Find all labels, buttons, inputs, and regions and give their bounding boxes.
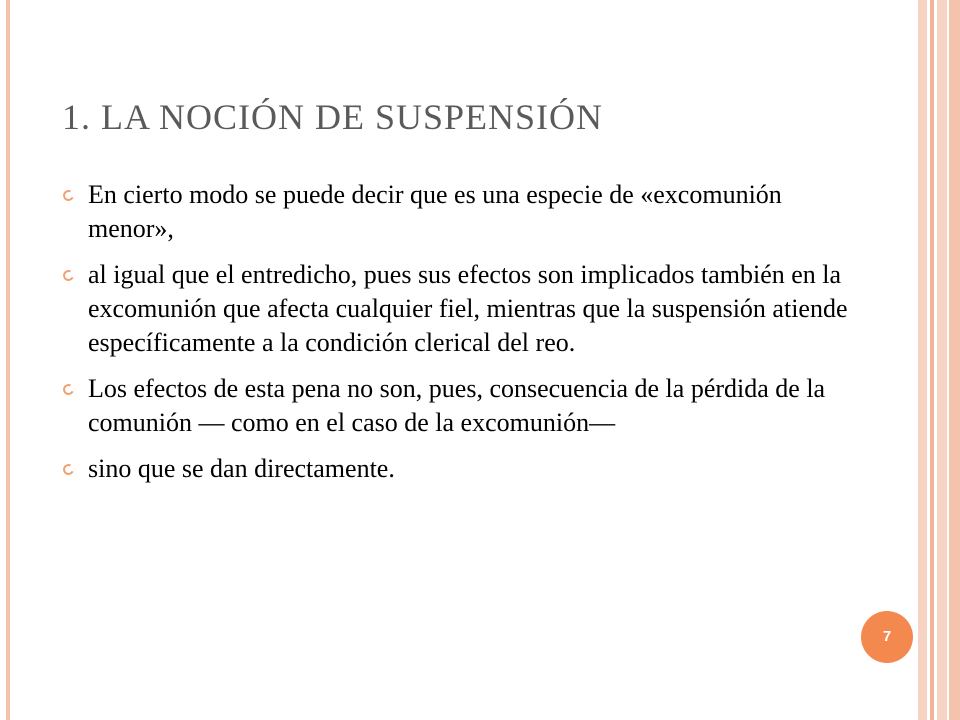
bullet-item [62,452,852,486]
right-stripe [918,0,927,720]
bullet-text: Los efectos de esta pena no son, pues, consecuencia de la pérdida de la comunión — como en el caso de la excomunión— [88,374,826,437]
bullet-item [62,372,852,440]
right-stripe [937,0,947,720]
slide-title: 1. LA NOCIÓN DE SUSPENSIÓN [62,97,604,137]
bullet-item [62,258,852,360]
bullet-icon [61,268,75,282]
bullet-list [62,178,852,498]
bullet-icon [61,382,75,396]
left-border [6,0,10,720]
page-number-badge: 7 [861,611,913,663]
bullet-icon [61,188,75,202]
right-stripe [949,0,960,720]
bullet-text: En cierto modo se puede decir que es una especie de «excomunión menor», [88,180,782,243]
bullet-text: sino que se dan directamente. [88,454,395,483]
bullet-item [62,178,852,246]
bullet-text: al igual que el entredicho, pues sus efectos son implicados también en la excomunión que afecta cualquier fiel, mientras que la suspensión atiende específicamente a la condición clerical del reo. [88,260,848,357]
bullet-icon [61,462,75,476]
